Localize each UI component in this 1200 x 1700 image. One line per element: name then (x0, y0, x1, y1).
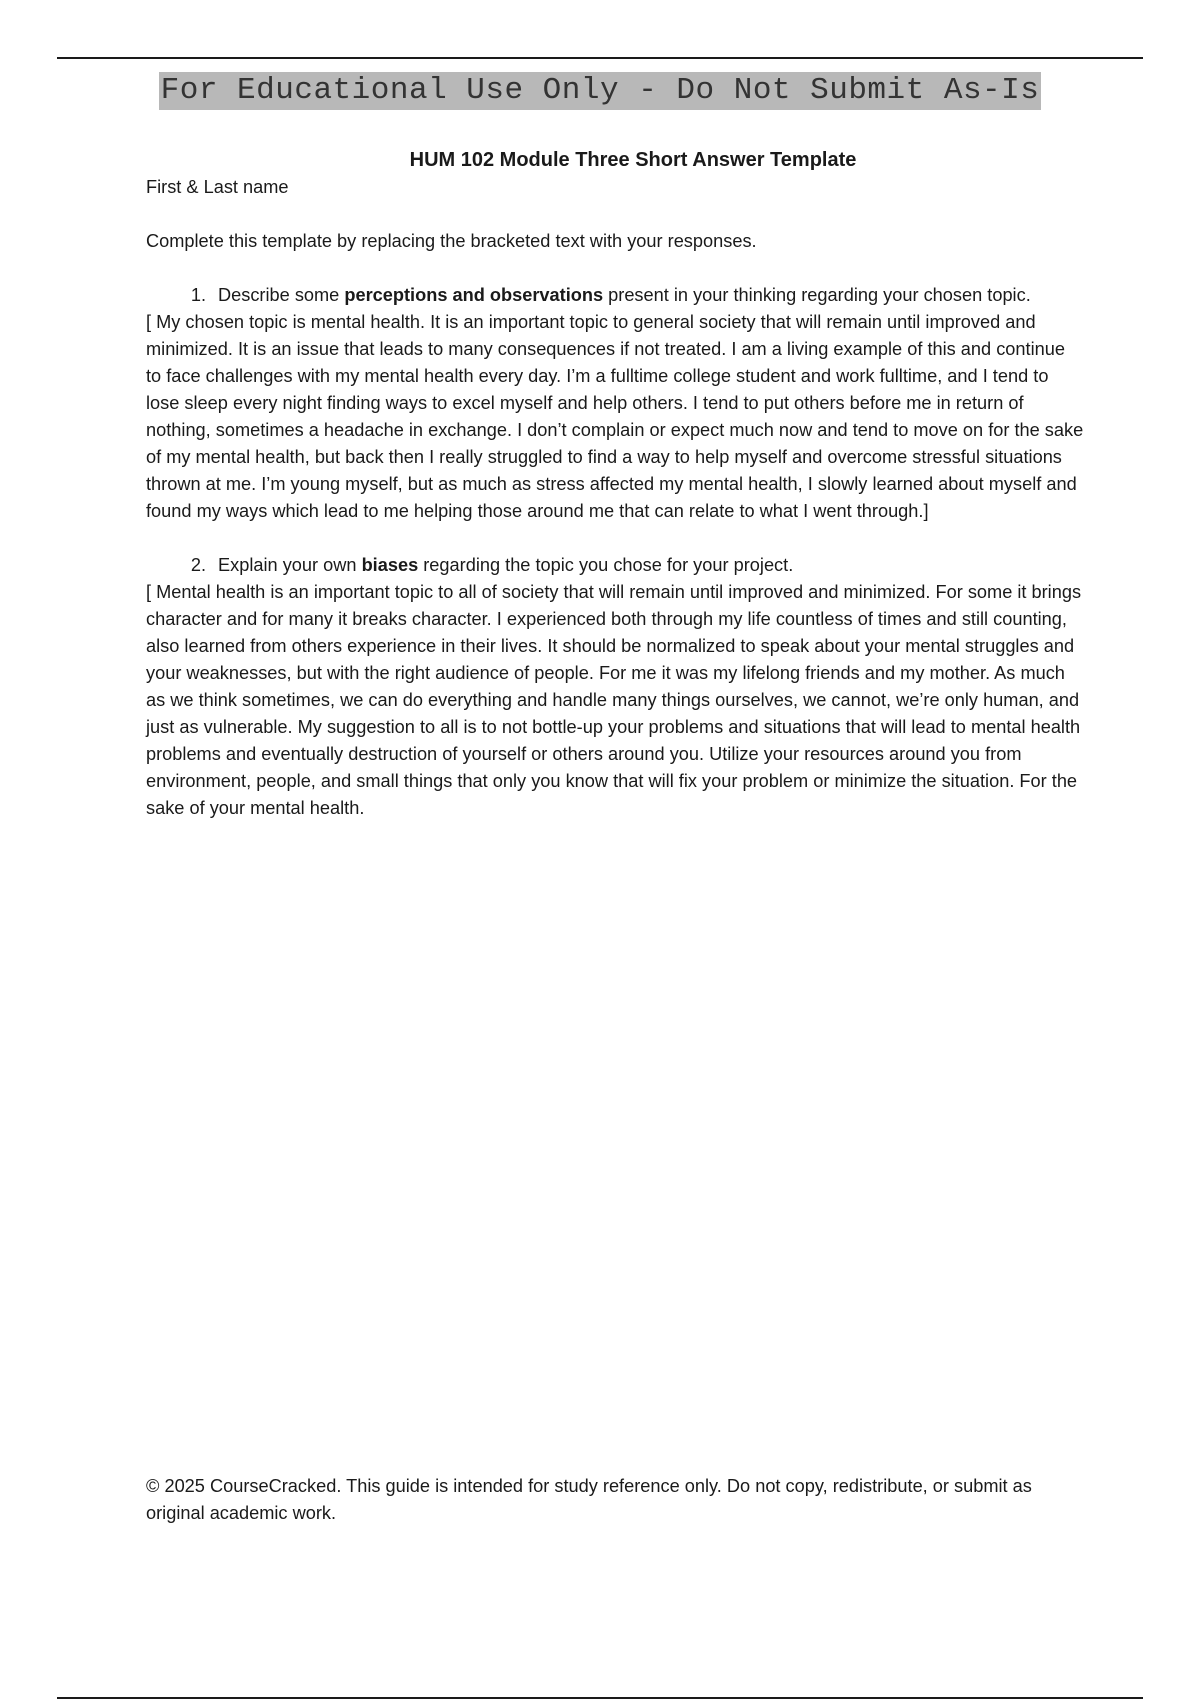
question-number: 2. (190, 555, 206, 575)
question-emphasis: biases (361, 555, 419, 575)
question-emphasis: perceptions and observations (344, 285, 604, 305)
name-line: First & Last name (146, 177, 289, 197)
bottom-rule (57, 1697, 1143, 1699)
top-rule (57, 57, 1143, 59)
document-body (146, 146, 1084, 822)
question-text-end: present in your thinking regarding your chosen topic. (603, 285, 1031, 305)
document-title: HUM 102 Module Three Short Answer Template (409, 149, 857, 171)
question-text-start: Explain your own (218, 555, 362, 575)
question-text (218, 552, 1084, 579)
answer-2: [ Mental health is an important topic to all of society that will remain until improved and minimized. For some it brings character and for many it breaks character. I experienced both through my life countless of times and still counting, also learned from others experience in their lives. It should be normalized to speak about your mental struggles and your weaknesses, but with the right audience of people. For me it was my lifelong friends and my mother. As much as we think sometimes, we can do everything and handle many things ourselves, we cannot, we’re only human, and just as vulnerable. My suggestion to all is to not bottle-up your problems and situations that will lead to mental health problems and eventually destruction of yourself or others around you. Utilize your resources around you from environment, people, and small things that only you know that will fix your problem or minimize the situation. For the sake of your mental health. (146, 582, 1082, 818)
instruction-text: Complete this template by replacing the bracketed text with your responses. (146, 231, 757, 251)
question-2 (146, 552, 1084, 579)
watermark-text: For Educational Use Only - Do Not Submit As-Is (160, 73, 1040, 108)
question-text-start: Describe some (218, 285, 345, 305)
question-text (218, 282, 1084, 309)
question-number: 1. (190, 285, 206, 305)
copyright-footer: © 2025 CourseCracked. This guide is intended for study reference only. Do not copy, redistribute, or submit as original academic work. (146, 1476, 1032, 1523)
answer-1: [ My chosen topic is mental health. It is an important topic to general society that will remain until improved and minimized. It is an issue that leads to many consequences if not treated. I am a living example of this and continue to face challenges with my mental health every day. I’m a fulltime college student and work fulltime, and I tend to lose sleep every night finding ways to excel myself and help others. I tend to put others before me in return of nothing, sometimes a headache in exchange. I don’t complain or expect much now and tend to move on for the sake of my mental health, but back then I really struggled to find a way to help myself and overcome stressful situations thrown at me. I’m young myself, but as much as stress affected my mental health, I slowly learned about myself and found my ways which lead to me helping those around me that can relate to what I went through.] (146, 312, 1084, 521)
question-text-end: regarding the topic you chose for your project. (418, 555, 794, 575)
question-1 (146, 282, 1084, 309)
watermark-banner (0, 72, 1200, 110)
